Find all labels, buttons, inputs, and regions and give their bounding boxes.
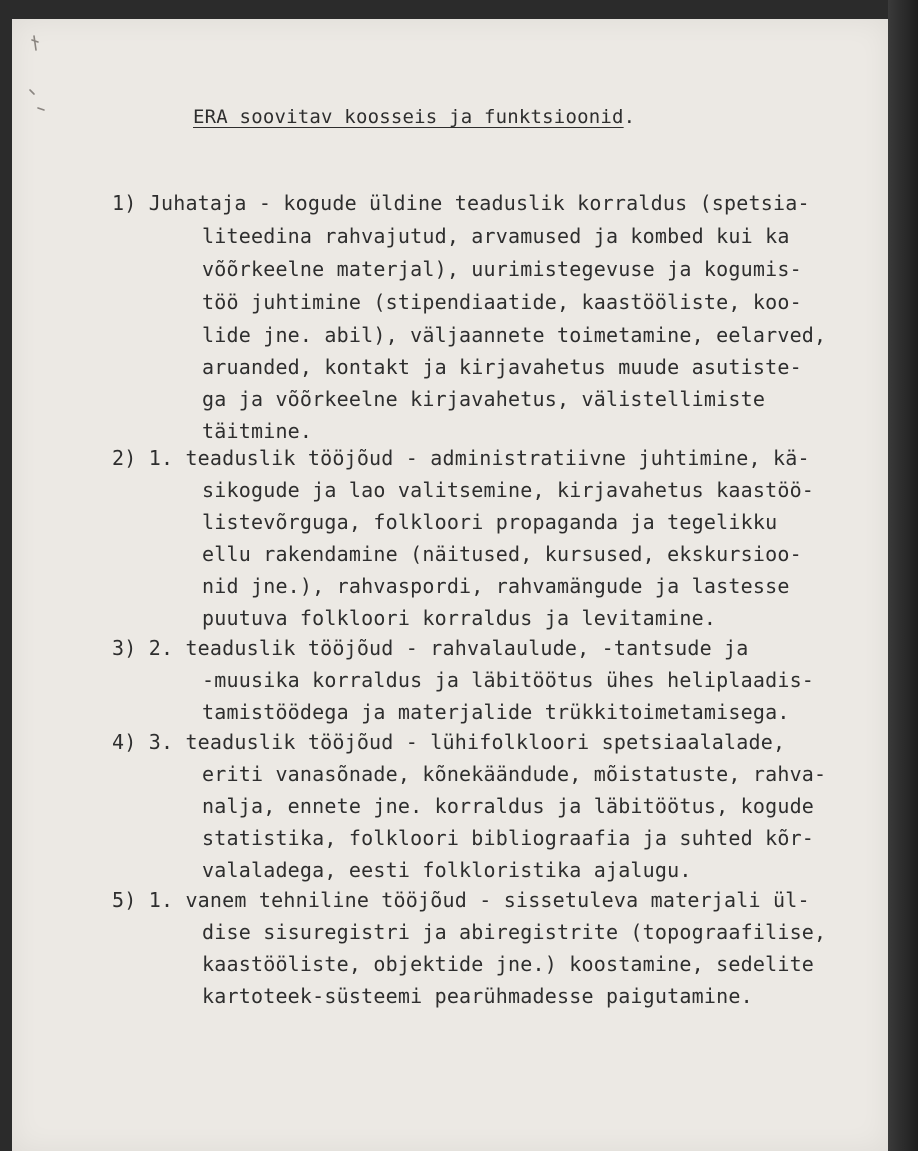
text-line: nid jne.), rahvaspordi, rahvamängude ja lastesse [202,574,790,598]
text-line: töö juhtimine (stipendiaatide, kaastööliste, koo- [202,290,802,314]
text-line: lide jne. abil), väljaannete toimetamine, eelarved, [202,323,827,347]
text-line: dise sisuregistri ja abiregistrite (topograafilise, [202,920,827,944]
text-line: eriti vanasõnade, kõnekäändude, mõistatuste, rahva- [202,762,827,786]
text-line: puutuva folkloori korraldus ja levitamine. [202,606,717,630]
text-line: ellu rakendamine (näitused, kursused, ekskursioo- [202,542,802,566]
page-title-period: . [623,106,636,128]
text-line: ga ja võõrkeelne kirjavahetus, välistellimiste [202,387,766,411]
text-line: 5) 1. vanem tehniline tööjõud - sissetuleva materjali ül- [112,888,810,912]
text-line: valaladega, eesti folkloristika ajalugu. [202,858,692,882]
page-title [193,106,635,128]
text-line: täitmine. [202,419,313,443]
text-line: 2) 1. teaduslik tööjõud - administratiivne juhtimine, kä- [112,446,810,470]
text-line: listevõrguga, folkloori propaganda ja tegelikku [202,510,778,534]
text-line: aruanded, kontakt ja kirjavahetus muude asutiste- [202,355,802,379]
text-line: 3) 2. teaduslik tööjõud - rahvalaulude, -tantsude ja [112,636,749,660]
text-line: statistika, folkloori bibliograafia ja suhted kõr- [202,826,815,850]
text-line: kaastööliste, objektide jne.) koostamine, sedelite [202,952,815,976]
text-line: 1) Juhataja - kogude üldine teaduslik korraldus (spetsia- [112,191,810,215]
text-line: liteedina rahvajutud, arvamused ja kombed kui ka [202,224,790,248]
text-line: -muusika korraldus ja läbitöötus ühes heliplaadis- [202,668,815,692]
text-line: nalja, ennete jne. korraldus ja läbitöötus, kogude [202,794,815,818]
text-line: sikogude ja lao valitsemine, kirjavahetus kaastöö- [202,478,815,502]
page-title-text: ERA soovitav koosseis ja funktsioonid [193,106,624,128]
text-line: võõrkeelne materjal), uurimistegevuse ja kogumis- [202,257,802,281]
text-line: 4) 3. teaduslik tööjõud - lühifolkloori spetsiaalalade, [112,730,786,754]
text-line: tamistöödega ja materjalide trükkitoimetamisega. [202,700,790,724]
scanner-background [888,0,918,1151]
pencil-mark-icon [24,30,52,120]
text-line: kartoteek-süsteemi pearühmadesse paigutamine. [202,984,753,1008]
